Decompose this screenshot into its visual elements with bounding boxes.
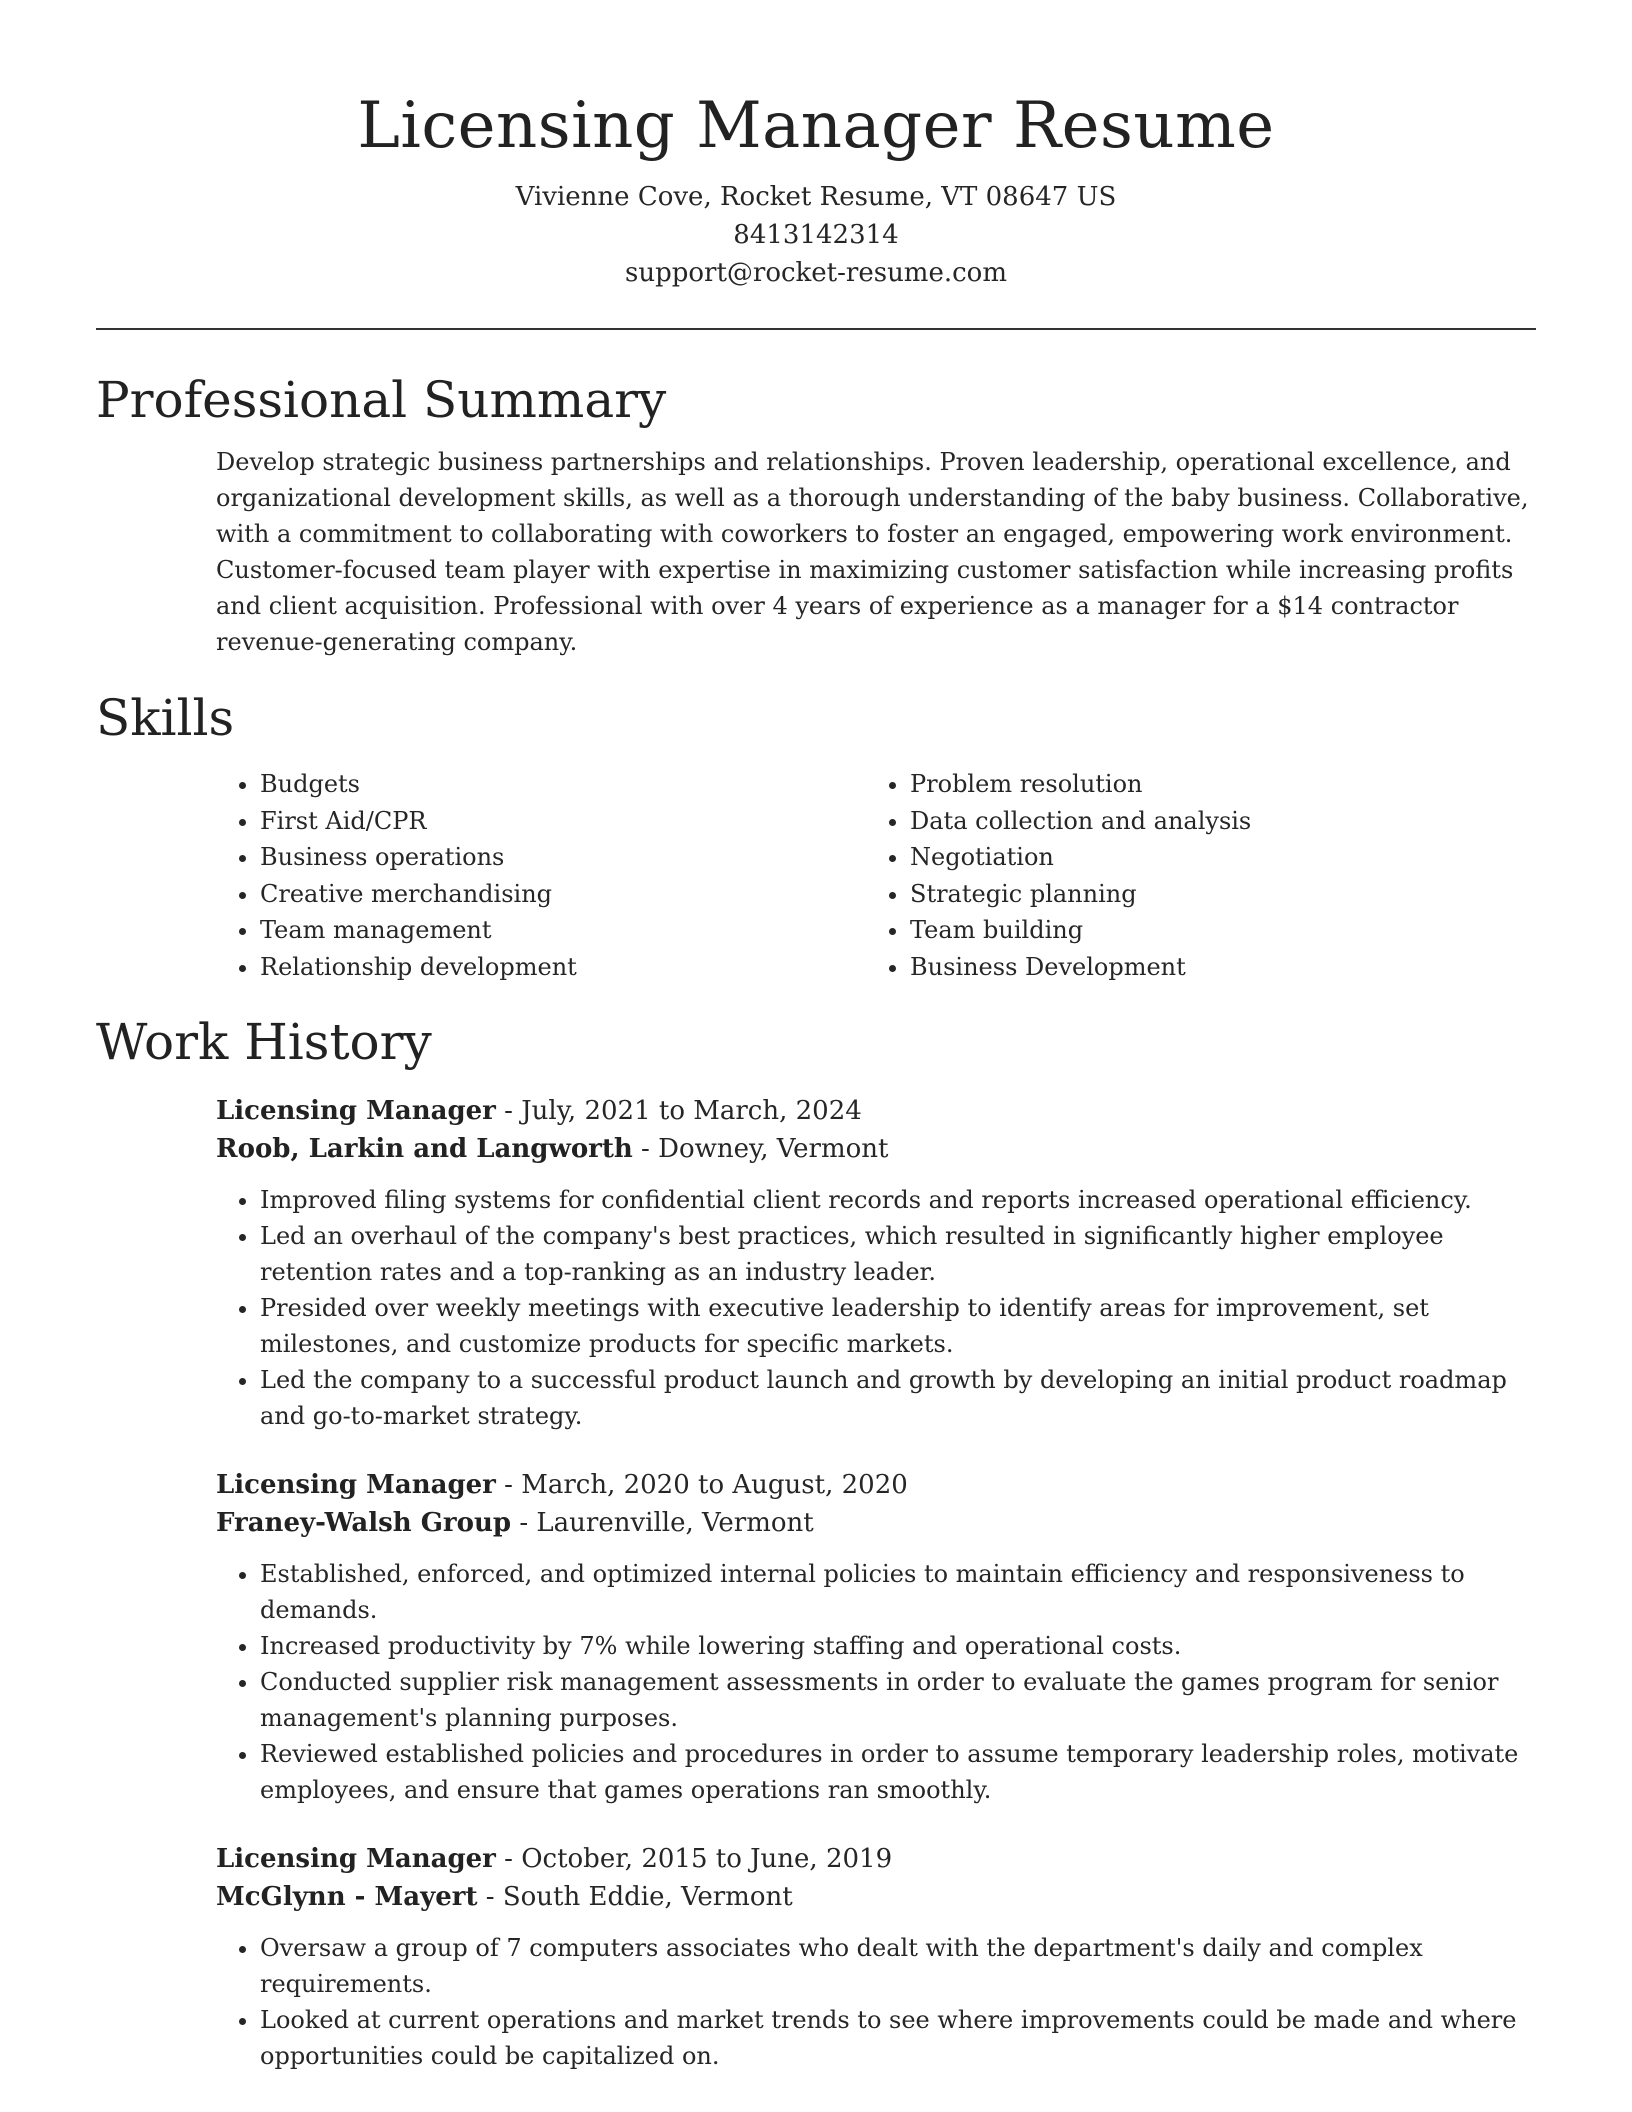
skill-item: • First Aid/CPR [260, 803, 866, 840]
job-location: - Laurenville, Vermont [511, 1507, 814, 1538]
summary-text: Develop strategic business partnerships and relationships. Proven leadership, operational excellence, and organizational development skills, as well as a thorough understanding of the baby business. Collaborative, with a commitment to collaborating with coworkers to foster an engaged, empowering work environment. Customer-focused team player with expertise in maximizing customer satisfaction while increasing profits and client acquisition. Professional with over 4 years of experience as a manager for a $14 contractor revenue-generating company. [216, 448, 1529, 656]
contact-phone: 8413142314 [733, 220, 899, 250]
job-role: Licensing Manager [216, 1843, 496, 1874]
job-bullet: • Led the company to a successful product launch and growth by developing an initial product roadmap and go-to-market strategy. [260, 1362, 1536, 1434]
skills-list [216, 766, 1536, 986]
skill-item: • Team building [910, 912, 1530, 949]
header-divider [96, 328, 1536, 330]
skill-item: • Business operations [260, 839, 866, 876]
job-role: Licensing Manager [216, 1469, 496, 1500]
job-bullet: • Conducted supplier risk management assessments in order to evaluate the games program for senior management's planning purposes. [260, 1664, 1536, 1736]
skills-column-right [866, 766, 1530, 986]
contact-email: support@rocket-resume.com [624, 258, 1007, 288]
skill-item: • Data collection and analysis [910, 803, 1530, 840]
job-bullet: • Increased productivity by 7% while lowering staffing and operational costs. [260, 1628, 1536, 1664]
job-company: McGlynn - Mayert [216, 1881, 478, 1912]
job-bullets [216, 1930, 1536, 2074]
job-dates: - March, 2020 to August, 2020 [495, 1469, 908, 1500]
skill-item: • Problem resolution [910, 766, 1530, 803]
job-title-line [216, 1466, 1536, 1504]
job-company: Roob, Larkin and Langworth [216, 1133, 633, 1164]
job-company-line [216, 1878, 1536, 1916]
job-dates: - October, 2015 to June, 2019 [495, 1843, 893, 1874]
contact-address: Vivienne Cove, Rocket Resume, VT 08647 US [515, 182, 1117, 212]
job-entry [216, 1840, 1536, 2074]
job-dates: - July, 2021 to March, 2024 [495, 1095, 862, 1126]
job-bullets [216, 1182, 1536, 1434]
job-entry [216, 1466, 1536, 1808]
skill-item: • Business Development [910, 949, 1530, 986]
job-title-line [216, 1840, 1536, 1878]
skill-item: • Budgets [260, 766, 866, 803]
job-bullet: • Established, enforced, and optimized internal policies to maintain efficiency and responsiveness to demands. [260, 1556, 1536, 1628]
job-entry [216, 1092, 1536, 1434]
resume-title: Licensing Manager Resume [357, 89, 1275, 163]
skill-item: • Team management [260, 912, 866, 949]
skills-column-left [216, 766, 866, 986]
skill-item: • Creative merchandising [260, 876, 866, 913]
job-bullet: • Led an overhaul of the company's best practices, which resulted in significantly higher employee retention rates and a top-ranking as an industry leader. [260, 1218, 1536, 1290]
job-role: Licensing Manager [216, 1095, 496, 1126]
skill-item: • Strategic planning [910, 876, 1530, 913]
job-bullet: • Improved filing systems for confidential client records and reports increased operational efficiency. [260, 1182, 1536, 1218]
job-bullet: • Looked at current operations and market trends to see where improvements could be made and where opportunities could be capitalized on. [260, 2002, 1536, 2074]
job-company: Franey-Walsh Group [216, 1507, 512, 1538]
job-company-line [216, 1504, 1536, 1542]
job-bullet: • Presided over weekly meetings with executive leadership to identify areas for improvement, set milestones, and customize products for specific markets. [260, 1290, 1536, 1362]
work-history-heading: Work History [96, 1012, 432, 1071]
summary-heading: Professional Summary [96, 371, 667, 429]
job-location: - Downey, Vermont [632, 1133, 889, 1164]
skill-item: • Relationship development [260, 949, 866, 986]
job-location: - South Eddie, Vermont [477, 1881, 793, 1912]
skills-heading: Skills [96, 689, 235, 747]
job-title-line [216, 1092, 1536, 1130]
job-bullets [216, 1556, 1536, 1808]
job-bullet: • Reviewed established policies and procedures in order to assume temporary leadership roles, motivate employees, and ensure that games operations ran smoothly. [260, 1736, 1536, 1808]
contact-block [96, 178, 1536, 292]
job-bullet: • Oversaw a group of 7 computers associates who dealt with the department's daily and complex requirements. [260, 1930, 1536, 2002]
resume-page [96, 0, 1536, 2074]
skill-item: • Negotiation [910, 839, 1530, 876]
job-company-line [216, 1130, 1536, 1168]
